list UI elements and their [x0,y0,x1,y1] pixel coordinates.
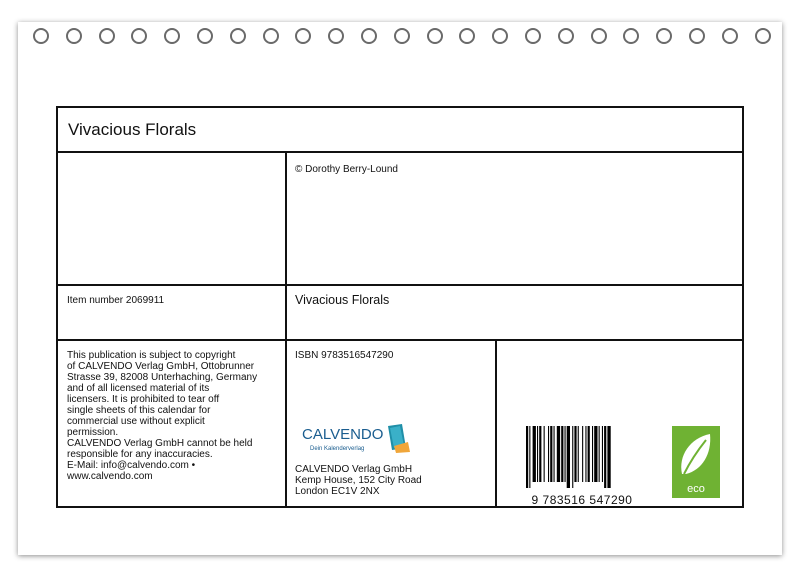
divider [58,284,742,286]
calvendo-logo [302,422,414,456]
barcode-bar [592,426,593,482]
binding-ring [99,28,115,44]
barcode-bar [594,426,597,482]
barcode-bar [565,426,566,482]
barcode-bar [557,426,560,482]
publisher-address [295,464,422,497]
legal-line: www.calvendo.com [67,471,153,482]
barcode-bar [602,426,603,482]
barcode-bar [539,426,541,482]
binding-ring [361,28,377,44]
barcode-bar [599,426,600,482]
binding-ring [197,28,213,44]
barcode-bar [585,426,586,482]
binding-ring [656,28,672,44]
barcode-bar [582,426,583,482]
legal-line: E-Mail: info@calvendo.com • [67,460,196,471]
barcode-bar [550,426,552,482]
legal-line: responsible for any inaccuracies. [67,449,213,460]
binding-ring [164,28,180,44]
binding-ring [295,28,311,44]
legal-line: commercial use without explicit [67,416,205,427]
legal-line: and of all licensed material of its [67,383,210,394]
binding-ring [525,28,541,44]
binding-ring [66,28,82,44]
publisher-line: Kemp House, 152 City Road [295,475,422,486]
binding-ring [591,28,607,44]
legal-line: single sheets of this calendar for [67,405,211,416]
barcode-bar [529,426,530,488]
barcode-bar [554,426,555,482]
barcode-bar [526,426,528,488]
divider [58,339,742,341]
binding-ring [394,28,410,44]
barcode-bar [607,426,610,488]
eco-label: eco [687,483,705,495]
barcode-bar [548,426,549,482]
binding-ring [263,28,279,44]
binding-ring [230,28,246,44]
barcode-bar [574,426,576,482]
publisher-line: CALVENDO Verlag GmbH [295,464,413,475]
binding-ring [328,28,344,44]
barcode-bar [561,426,563,482]
legal-line: licensers. It is prohibited to tear off [67,394,220,405]
barcode-bar [544,426,545,482]
legal-line: CALVENDO Verlag GmbH cannot be held [67,438,253,449]
logo-wordmark: CALVENDO [302,426,384,443]
isbn-text: ISBN 9783516547290 [295,350,394,361]
binding-ring [427,28,443,44]
calendar-subtitle: Vivacious Florals [295,293,390,307]
binding-ring [623,28,639,44]
barcode-bar [604,426,606,488]
barcode-bar [567,426,570,488]
barcode-bars [522,426,642,488]
legal-line: This publication is subject to copyright [67,350,236,361]
binding-ring [459,28,475,44]
binding-rings [0,28,800,48]
legal-notice [67,350,272,482]
barcode-bar [572,426,573,488]
item-number: Item number 2069911 [67,295,165,306]
barcode-digits: 9 783516 547290 [531,493,633,507]
isbn-barcode [522,426,642,507]
binding-ring [33,28,49,44]
binding-ring [558,28,574,44]
legal-line: permission. [67,427,119,438]
copyright-text: © Dorothy Berry-Lound [295,164,398,175]
barcode-bar [537,426,538,482]
calendar-title: Vivacious Florals [68,120,197,139]
logo-tagline: Dein Kalenderverlag [310,446,365,452]
barcode-bar [578,426,579,482]
binding-ring [492,28,508,44]
binding-ring [689,28,705,44]
legal-line: Strasse 39, 82008 Unterhaching, Germany [67,372,258,383]
info-sheet [56,106,744,508]
binding-ring [131,28,147,44]
legal-line: of CALVENDO Verlag GmbH, Ottobrunner [67,361,255,372]
eco-badge [672,426,720,498]
divider [58,151,742,153]
divider [285,151,287,506]
binding-ring [722,28,738,44]
binding-ring [755,28,771,44]
barcode-bar [533,426,536,482]
barcode-bar [588,426,590,482]
publisher-line: London EC1V 2NX [295,486,380,497]
divider [495,339,497,506]
